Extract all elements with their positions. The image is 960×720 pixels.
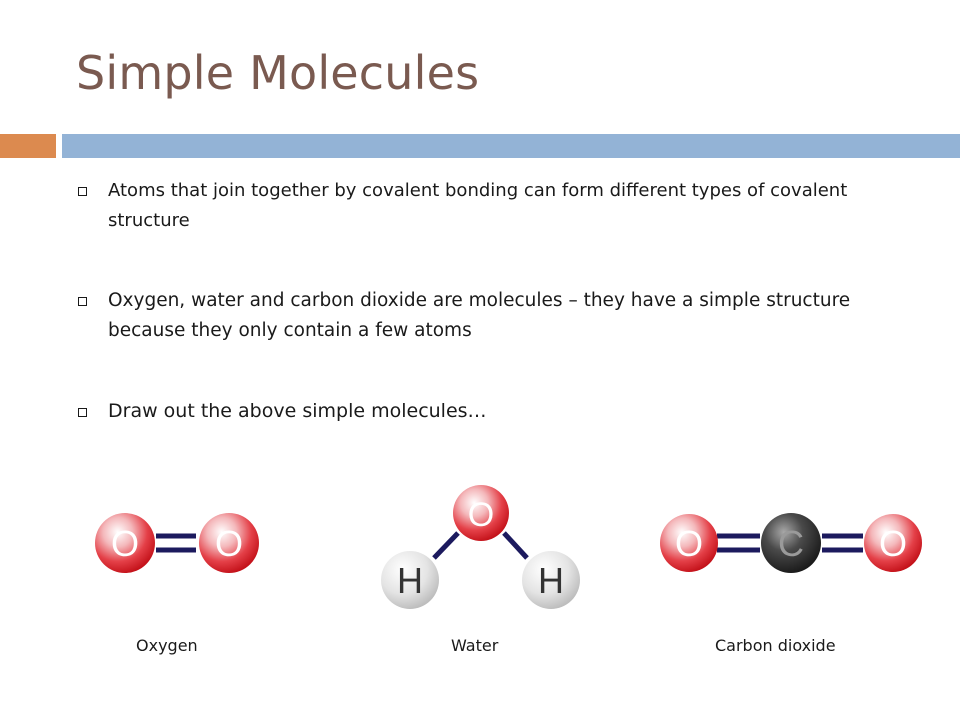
water-molecule (381, 485, 580, 609)
slide-title: Simple Molecules (76, 46, 480, 100)
atom-label: H (538, 560, 564, 601)
bullet-text: Oxygen, water and carbon dioxide are molecules – they have a simple structure because they only contain a few atoms (108, 290, 851, 341)
square-bullet-icon (78, 408, 87, 417)
bullet-text: Atoms that join together by covalent bonding can form different types of covalent structure (108, 180, 848, 231)
single-bond-line (434, 533, 458, 558)
bullet-item (76, 286, 896, 346)
atom-label: O (110, 523, 140, 564)
oxygen-caption: Oxygen (136, 636, 198, 655)
oxygen-molecule (95, 513, 259, 573)
bullet-list (76, 176, 896, 426)
square-bullet-icon (78, 297, 87, 306)
atom-label: O (214, 523, 244, 564)
bullet-item (76, 396, 896, 426)
water-caption: Water (451, 636, 499, 655)
carbon-dioxide-caption: Carbon dioxide (715, 636, 836, 655)
carbon-dioxide-molecule (660, 513, 922, 573)
title-accent-bar-blue (62, 134, 960, 158)
atom-label: O (878, 523, 908, 564)
bullet-text: Draw out the above simple molecules… (108, 400, 487, 422)
bullet-item (76, 176, 896, 236)
atom-label: C (778, 523, 804, 564)
square-bullet-icon (78, 187, 87, 196)
atom-label: H (397, 560, 423, 601)
atom-label: O (467, 496, 495, 534)
atom-label: O (674, 523, 704, 564)
title-accent-bar-orange (0, 134, 56, 158)
single-bond-line (504, 533, 527, 558)
